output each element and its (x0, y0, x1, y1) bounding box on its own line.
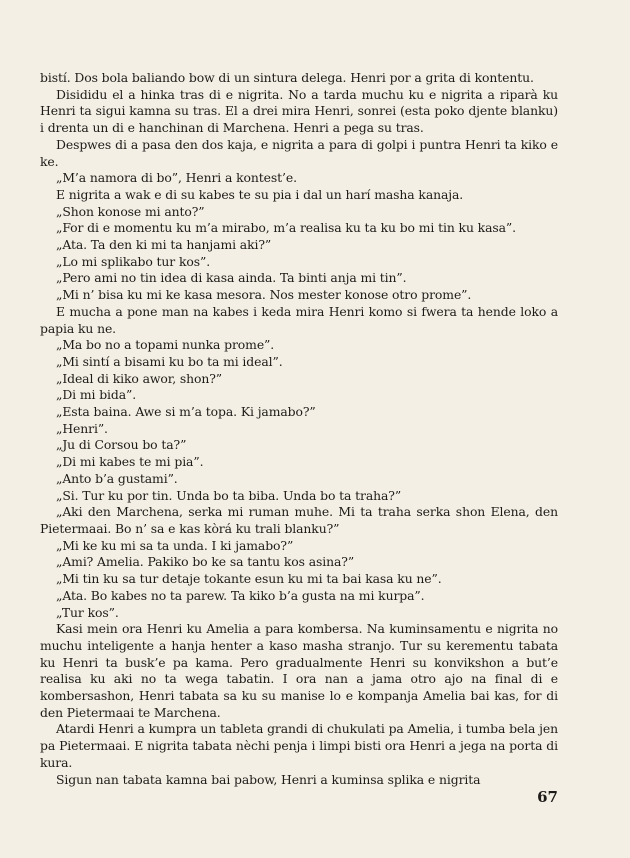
paragraph: Despwes di a pasa den dos kaja, e nigrita a para di golpi i puntra Henri ta kiko e ke. (40, 136, 558, 169)
paragraph: „Ju di Corsou bo ta?” (56, 437, 187, 453)
paragraph: „Mi tin ku sa tur detaje tokante esun ku mi ta bai kasa ku ne”. (56, 571, 442, 587)
paragraph: „Esta baina. Awe si m’a topa. Ki jamabo?” (56, 404, 316, 420)
paragraph: „Lo mi splikabo tur kos”. (56, 253, 211, 269)
paragraph: „Aki den Marchena, serka mi ruman muhe. Mi ta traha serka shon Elena, den Pietermaai. Bo n’ sa e kas kòrá ku trali blanku?” (40, 504, 558, 536)
paragraph: „Si. Tur ku por tin. Unda bo ta biba. Unda bo ta traha?” (56, 487, 402, 503)
paragraph: „Mi ke ku mi sa ta unda. I ki jamabo?” (56, 537, 294, 553)
paragraph: „For di e momentu ku m’a mirabo, m’a realisa ku ta ku bo mi tin ku kasa”. (56, 220, 516, 236)
paragraph: „Ata. Bo kabes no ta parew. Ta kiko b’a gusta na mi kurpa”. (56, 587, 425, 603)
paragraph: „Ideal di kiko awor, shon?” (56, 370, 223, 386)
paragraph: „Mi sintí a bisami ku bo ta mi ideal”. (56, 353, 283, 369)
page-number: 67 (537, 788, 558, 806)
paragraph: „Di mi bida”. (56, 387, 137, 403)
paragraph: „Tur kos”. (56, 604, 119, 620)
paragraph: „Ata. Ta den ki mi ta hanjami aki?” (56, 237, 272, 253)
paragraph: Kasi mein ora Henri ku Amelia a para kombersa. Na kuminsamentu e nigrita no muchu inteligente a hanja henter a kaso masha stranjo. Tur su kerementu tabata ku Henri ta busk’e pa kama. Pero gradualmente Henri su konvikshon a but’e realisa ku aki no ta wega tabatin. I ora nan a jama otro ajo na final di e kombersashon, Henri tabata sa ku su manise lo e kompanja Amelia bai kas, for di den Pietermaai te Marchena. (40, 621, 558, 720)
paragraph: Disididu el a hinka tras di e nigrita. No a tarda muchu ku e nigrita a riparà ku Henri ta sigui kamna su tras. El a drei mira Henri, sonrei (esta poko djente blanku) i drenta un di e hanchinan di Marchena. Henri a pega su tras. (40, 86, 558, 136)
paragraph: „Anto b’a gustami”. (56, 470, 178, 486)
paragraph: E mucha a pone man na kabes i keda mira Henri komo si fwera ta hende loko a papia ku ne. (40, 303, 558, 336)
paragraph: Atardi Henri a kumpra un tableta grandi di chukulati pa Amelia, i tumba bela jen pa Pietermaai. E nigrita tabata nèchi penja i limpi bisti ora Henri a jega na porta di kura. (40, 721, 558, 770)
paragraph: „Ami? Amelia. Pakiko bo ke sa tantu kos asina?” (56, 554, 355, 570)
paragraph: „Di mi kabes te mi pia”. (56, 454, 204, 470)
paragraph: „Henri”. (56, 420, 108, 436)
paragraph: „Shon konose mi anto?” (56, 203, 205, 219)
paragraph: bistí. Dos bola baliando bow di un sintura delega. Henri por a grita di kontentu. (40, 70, 534, 85)
paragraph: „M’a namora di bo”, Henri a kontest’e. (56, 170, 297, 186)
paragraph: „Mi n’ bisa ku mi ke kasa mesora. Nos mester konose otro prome”. (56, 287, 472, 303)
paragraph: E nigrita a wak e di su kabes te su pia i dal un harí masha kanaja. (56, 186, 464, 202)
body-text (40, 70, 558, 788)
paragraph: Sigun nan tabata kamna bai pabow, Henri a kuminsa splika e nigrita (56, 771, 481, 787)
paragraph: „Ma bo no a topami nunka prome”. (56, 337, 275, 353)
paragraph: „Pero ami no tin idea di kasa ainda. Ta binti anja mi tin”. (56, 270, 407, 286)
